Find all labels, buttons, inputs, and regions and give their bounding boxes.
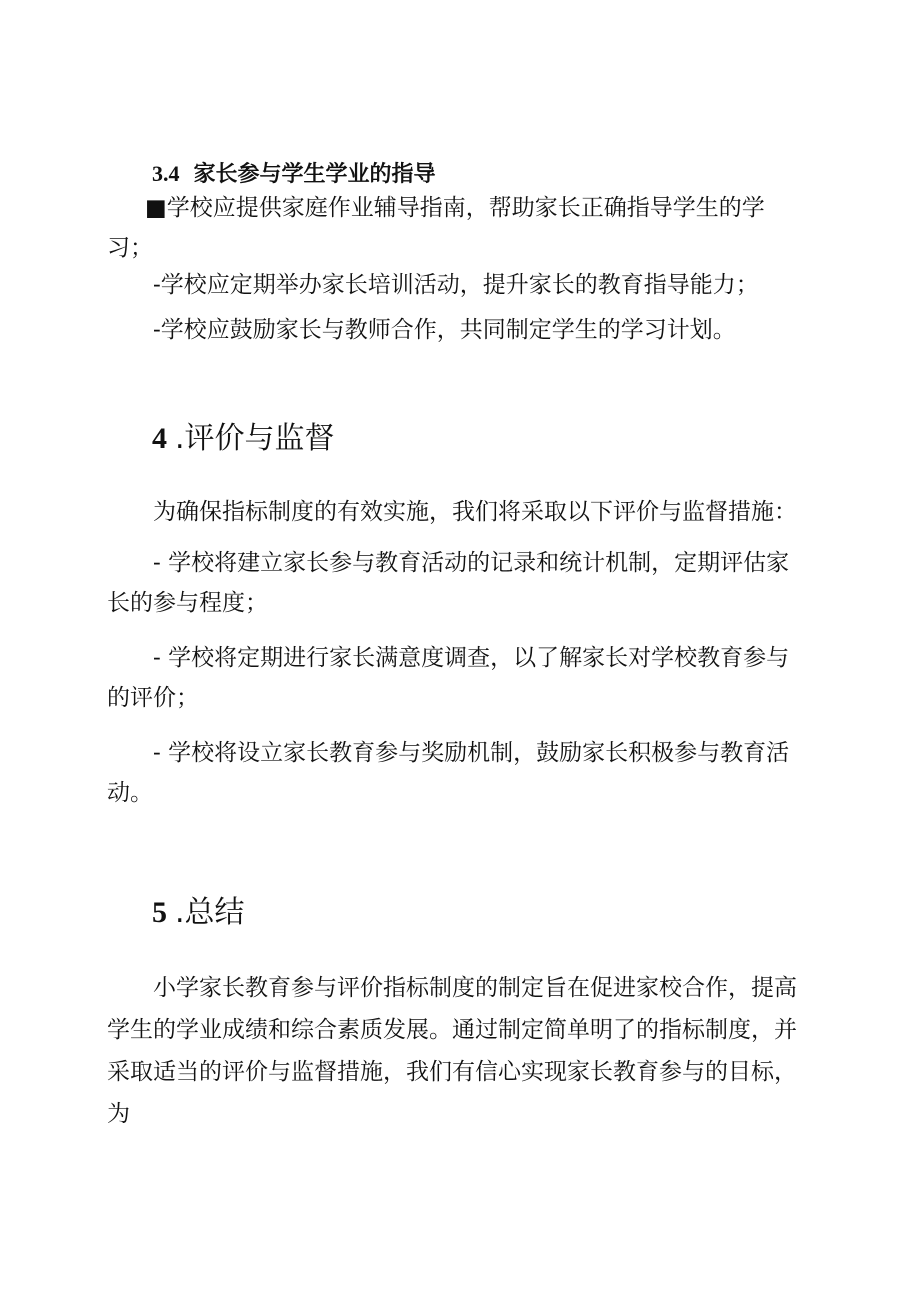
section-3-4-item-3: -学校应鼓励家长与教师合作，共同制定学生的学习计划。 bbox=[153, 317, 736, 343]
section-3-4-title: 家长参与学生学业的指导 bbox=[193, 162, 436, 187]
section-4-item-3: - 学校将设立家长教育参与奖励机制，鼓励家长积极参与教育活动。 bbox=[107, 740, 790, 806]
section-4-heading bbox=[152, 417, 335, 461]
section-3-4-number: 3.4 bbox=[152, 161, 180, 186]
section-5-number: 5 bbox=[152, 896, 167, 929]
section-4-intro: 为确保指标制度的有效实施，我们将采取以下评价与监督措施： bbox=[153, 499, 797, 525]
section-3-4-item-2: -学校应定期举办家长培训活动，提升家长的教育指导能力； bbox=[153, 272, 759, 298]
section-5-body: 小学家长教育参与评价指标制度的制定旨在促进家校合作，提高学生的学业成绩和综合素质发展。通过制定简单明了的指标制度，并采取适当的评价与监督措施，我们有信心实现家长教育参与的目标，为 bbox=[107, 975, 797, 1127]
section-4-number: 4 bbox=[152, 422, 167, 455]
section-5-heading bbox=[152, 891, 245, 935]
section-3-4-heading bbox=[152, 157, 436, 192]
section-5-title: .总结 bbox=[175, 895, 245, 930]
section-4-item-1: - 学校将建立家长参与教育活动的记录和统计机制，定期评估家长的参与程度； bbox=[107, 550, 790, 616]
section-4-item-2: - 学校将定期进行家长满意度调查，以了解家长对学校教育参与的评价； bbox=[107, 645, 790, 711]
section-4-title: .评价与监督 bbox=[175, 421, 335, 456]
section-3-4-item-1: ■学校应提供家庭作业辅导指南，帮助家长正确指导学生的学习； bbox=[107, 195, 765, 261]
